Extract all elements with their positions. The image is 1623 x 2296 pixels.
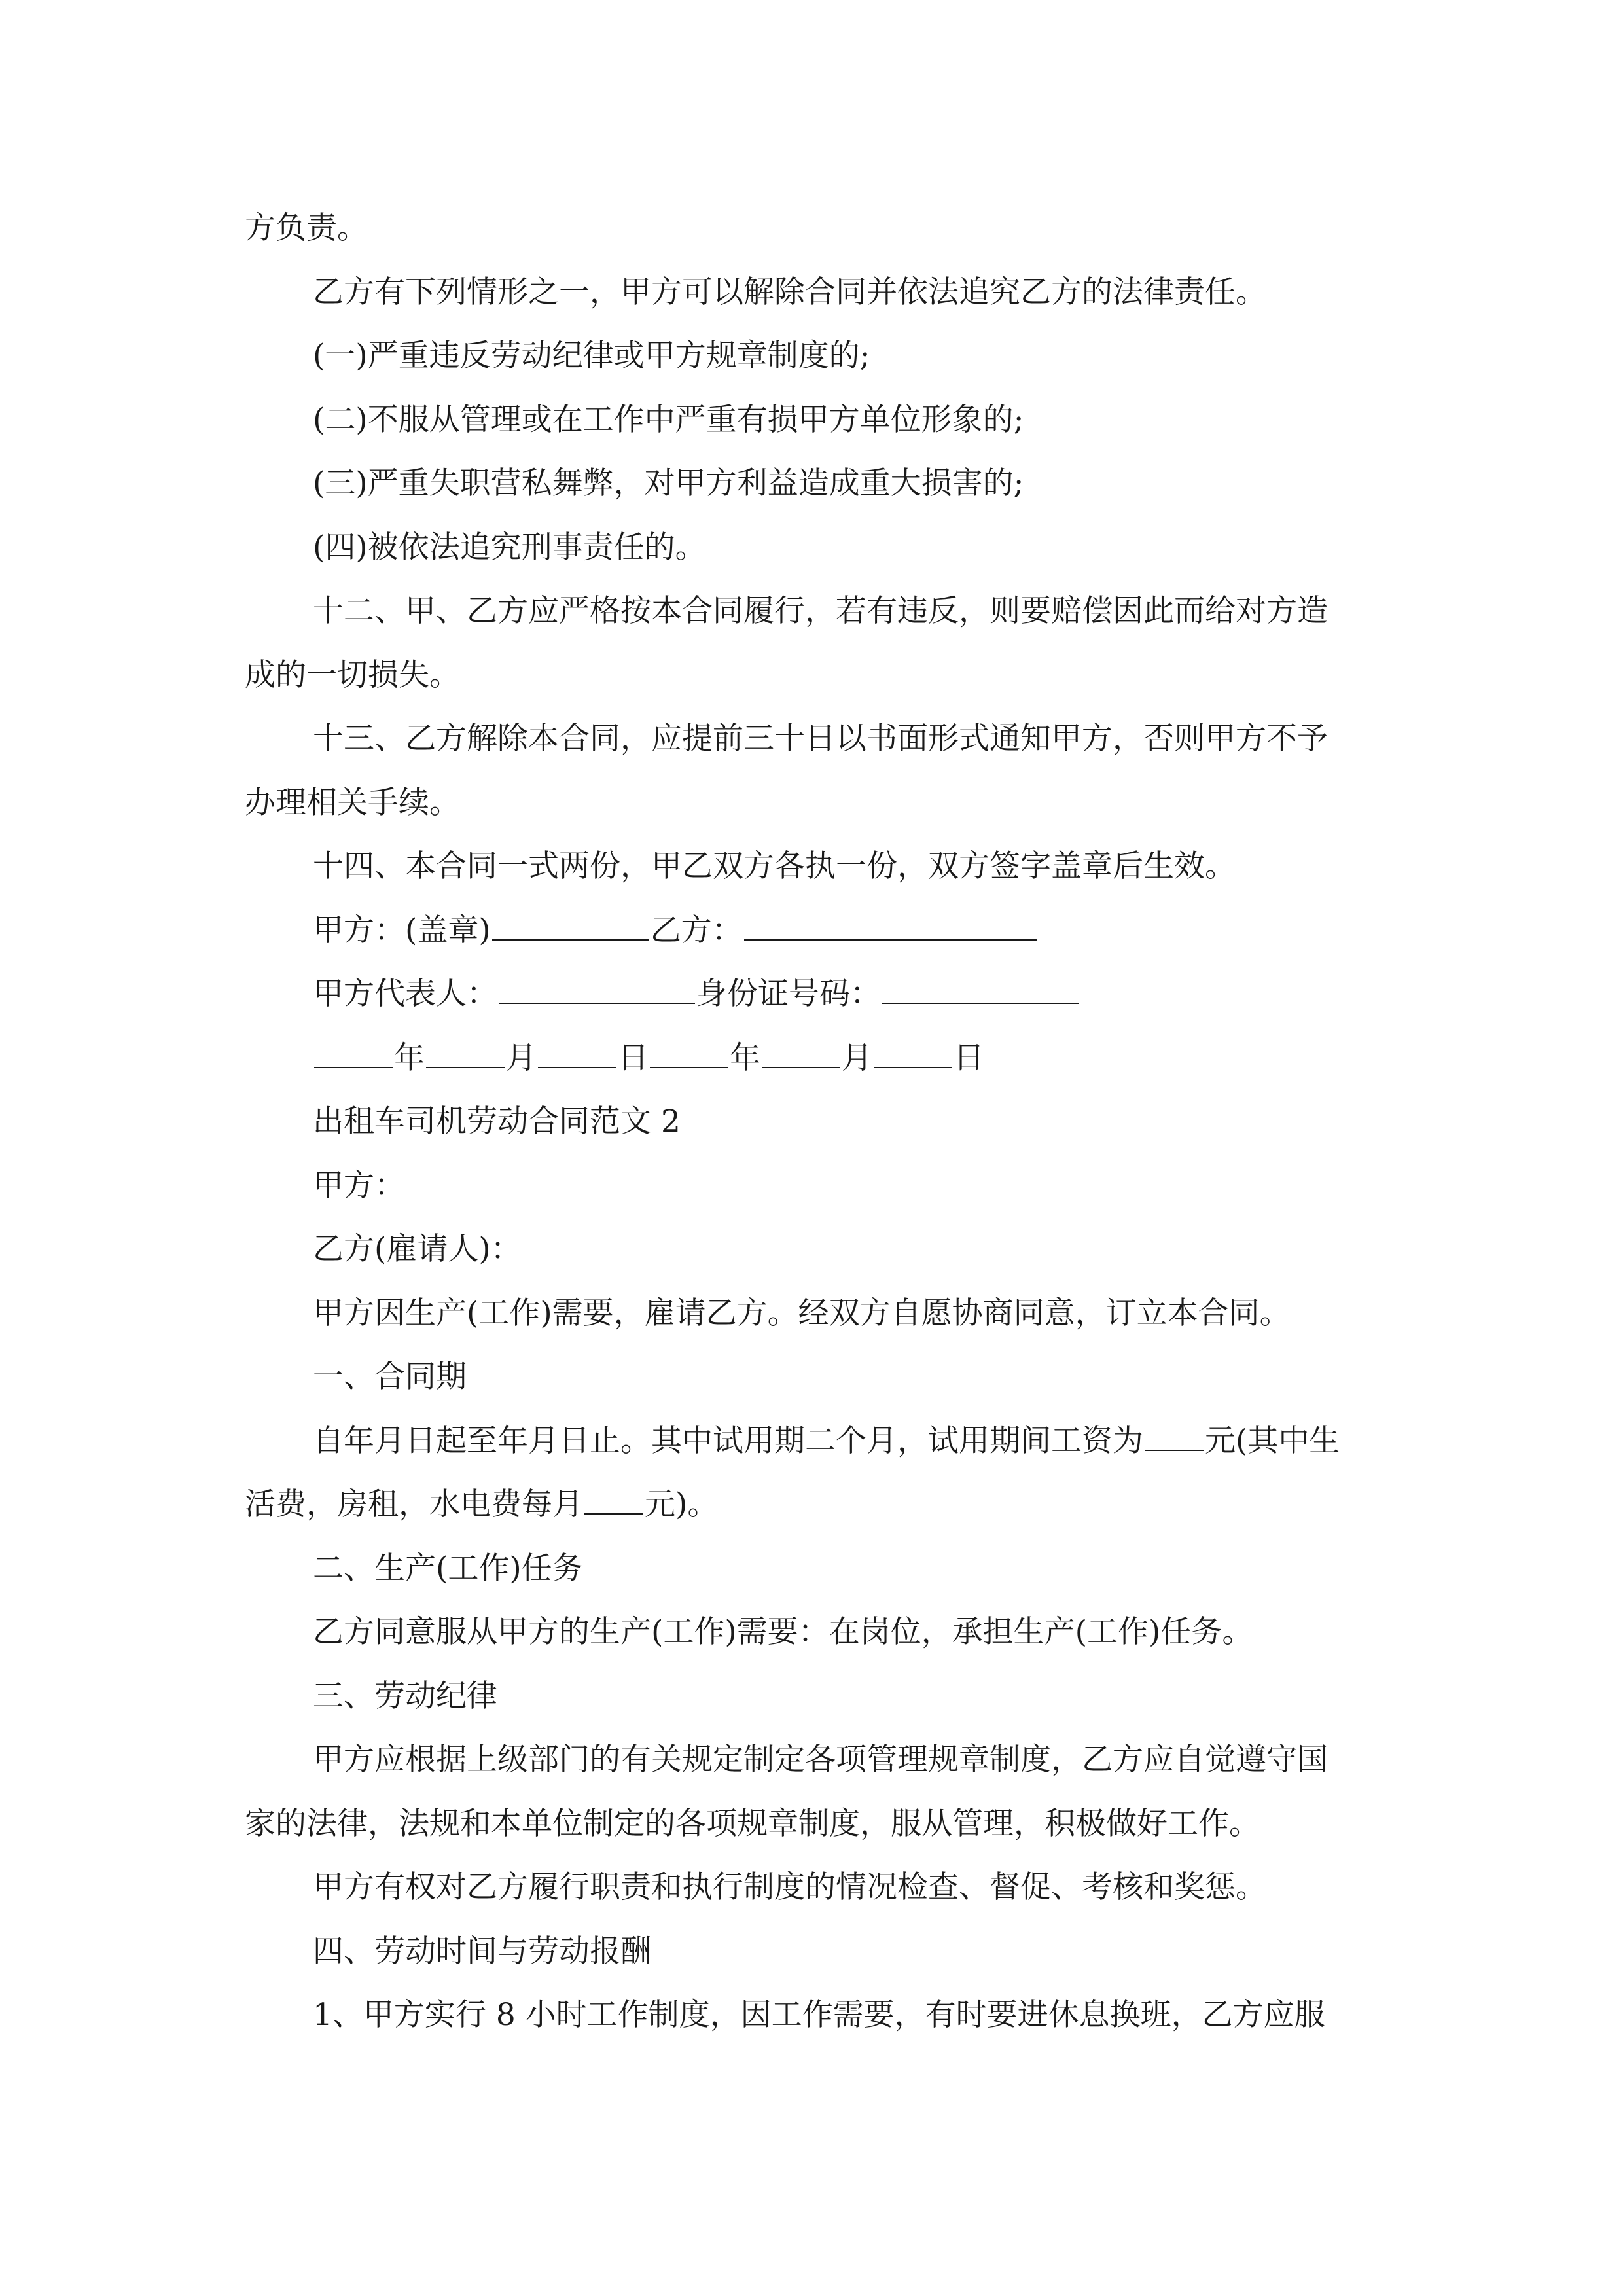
text-span: 活费，房租，水电费每月 <box>245 1486 583 1522</box>
date-blank <box>874 1041 952 1068</box>
contract-period-line-2 <box>245 1473 1378 1537</box>
text-span: 元(其中生 <box>1205 1422 1340 1459</box>
text-span: 元)。 <box>645 1486 719 1522</box>
day-label: 日 <box>618 1039 649 1076</box>
day-label: 日 <box>954 1039 984 1076</box>
list-item: (三)严重失职营私舞弊，对甲方利益造成重大损害的; <box>313 465 1024 501</box>
section-title: 出租车司机劳动合同范文 2 <box>313 1103 681 1139</box>
year-label: 年 <box>394 1039 425 1076</box>
representative-label: 甲方代表人： <box>313 976 497 1012</box>
date-blank <box>314 1041 393 1068</box>
heading-labor-discipline: 三、劳动纪律 <box>313 1677 497 1714</box>
clause-12-line-1: 十二、甲、乙方应严格按本合同履行，若有违反，则要赔偿因此而给对方造 <box>313 593 1328 629</box>
month-label: 月 <box>506 1039 537 1076</box>
paragraph-line: 乙方有下列情形之一，甲方可以解除合同并依法追究乙方的法律责任。 <box>313 274 1266 310</box>
representative-blank <box>499 977 695 1004</box>
signature-parties <box>245 899 1378 963</box>
party-a-line: 甲方： <box>313 1167 405 1204</box>
clause-14: 十四、本合同一式两份，甲乙双方各执一份，双方签字盖章后生效。 <box>313 848 1236 884</box>
wage-blank <box>1145 1424 1204 1451</box>
year-label: 年 <box>730 1039 760 1076</box>
text-span: 自年月日起至年月日止。其中试用期二个月，试用期间工资为 <box>313 1422 1143 1459</box>
id-number-blank <box>882 977 1079 1004</box>
date-blank <box>650 1041 728 1068</box>
work-task-paragraph: 乙方同意服从甲方的生产(工作)需要：在岗位，承担生产(工作)任务。 <box>313 1614 1253 1650</box>
clause-13-line-2: 办理相关手续。 <box>245 784 460 821</box>
intro-paragraph: 甲方因生产(工作)需要，雇请乙方。经双方自愿协商同意，订立本合同。 <box>313 1295 1291 1331</box>
discipline-line-3: 甲方有权对乙方履行职责和执行制度的情况检查、督促、考核和奖惩。 <box>313 1869 1266 1905</box>
living-cost-blank <box>584 1487 643 1515</box>
signature-dates <box>245 1026 1378 1090</box>
party-a-seal-label: 甲方：(盖章) <box>313 912 491 948</box>
list-item: (一)严重违反劳动纪律或甲方规章制度的; <box>313 338 870 374</box>
date-blank <box>426 1041 505 1068</box>
signature-representative <box>245 962 1378 1026</box>
list-item: (二)不服从管理或在工作中严重有损甲方单位形象的; <box>313 401 1024 438</box>
paragraph-line: 方负责。 <box>245 210 368 246</box>
party-b-blank <box>744 913 1037 941</box>
month-label: 月 <box>842 1039 872 1076</box>
party-b-label: 乙方： <box>650 912 743 948</box>
date-blank <box>538 1041 616 1068</box>
clause-12-line-2: 成的一切损失。 <box>245 656 460 693</box>
clause-13-line-1: 十三、乙方解除本合同，应提前三十日以书面形式通知甲方，否则甲方不予 <box>313 721 1328 757</box>
document-body <box>245 196 1378 2047</box>
party-a-blank <box>492 913 649 941</box>
party-b-line: 乙方(雇请人)： <box>313 1231 522 1267</box>
contract-period-line-1 <box>245 1409 1378 1473</box>
heading-contract-period: 一、合同期 <box>313 1359 467 1395</box>
id-number-label: 身份证号码： <box>696 976 881 1012</box>
discipline-line-2: 家的法律，法规和本单位制定的各项规章制度，服从管理，积极做好工作。 <box>245 1805 1260 1842</box>
date-blank <box>762 1041 840 1068</box>
list-item: (四)被依法追究刑事责任的。 <box>313 529 706 565</box>
heading-work-task: 二、生产(工作)任务 <box>313 1550 583 1587</box>
discipline-line-1: 甲方应根据上级部门的有关规定制定各项管理规章制度，乙方应自觉遵守国 <box>313 1742 1328 1778</box>
work-hours-line-1: 1、甲方实行 8 小时工作制度，因工作需要，有时要进休息换班，乙方应服 <box>313 1997 1325 2033</box>
heading-work-hours: 四、劳动时间与劳动报酬 <box>313 1933 651 1969</box>
